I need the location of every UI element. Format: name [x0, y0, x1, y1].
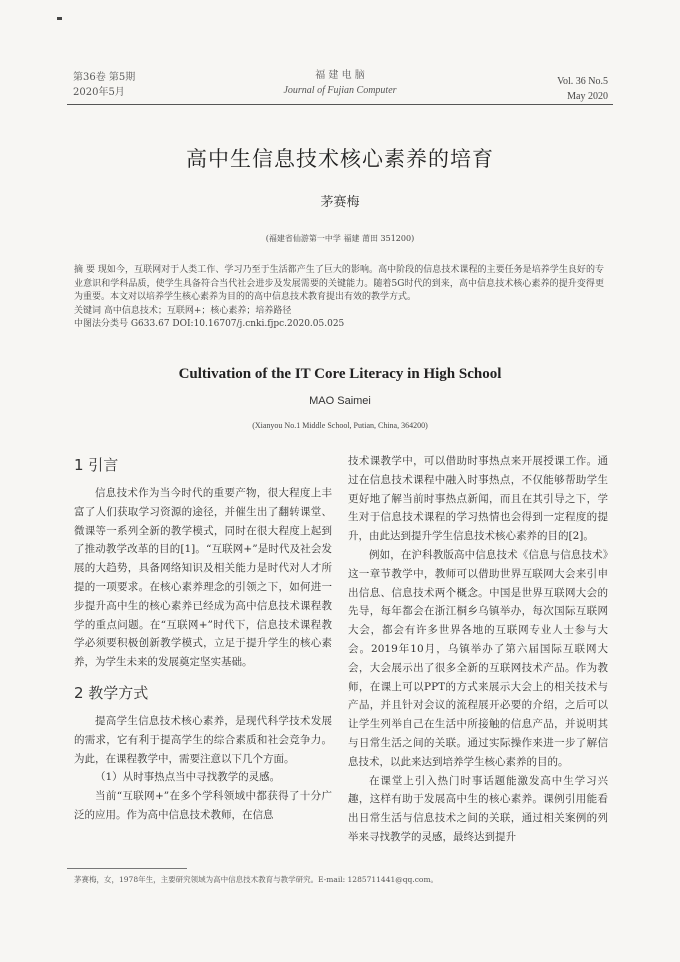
journal-name-en: Journal of Fujian Computer: [283, 85, 397, 96]
right-column: [348, 452, 608, 847]
author-affiliation: (福建省仙游第一中学 福建 莆田 351200): [265, 234, 415, 243]
volume-issue: 第36卷 第5期: [73, 72, 136, 83]
paragraph: 信息技术作为当今时代的重要产物，很大程度上丰富了人们获取学习资源的途径，并催生出了翻转课堂、微课等一系列全新的教学模式，同时在很大程度上起到了推动教学改革的目的[1]。“互联网+”是时代及社会发展的大趋势，具备网络知识及相关能力是时代对人才所提的一项要求。在核心素养理念的引领之下，如何进一步提升高中生的核心素养已经成为高中信息技术课程教学的重点问题。在“互联网+”时代下，信息技术课程教学必须要积极创新教学模式，立足于提升学生的核心素养，为学生未来的发展奠定坚实基础。: [74, 487, 332, 669]
english-affiliation: (Xianyou No.1 Middle School, Putian, China, 364200): [252, 421, 428, 430]
volume-issue-en: Vol. 36 No.5: [557, 76, 608, 87]
journal-issue-en: [557, 74, 608, 104]
paragraph: 例如，在沪科教版高中信息技术《信息与信息技术》这一章节教学中，教师可以借助世界互联网大会来引申出信息、信息技术两个概念。中国是世界互联网大会的先导，每年都会在浙江桐乡乌镇举办，每次国际互联网大会，都会有许多世界各地的互联网专业人士参与大会。2019年10月，乌镇举办了第六届国际互联网大会，大会展示出了很多全新的互联网技术产品。作为教师，在课上可以PPT的方式来展示大会上的相关技术与产品，并且针对会议的流程展开必要的介绍，之后可以让学生列举自己在生活中所接触的信息产品，并说明其与日常生活之间的关联。通过实际操作来进一步了解信息技术，以此来达到培养学生核心素养的目的。: [348, 548, 608, 768]
english-author: MAO Saimei: [309, 395, 371, 407]
header-rule: [67, 104, 613, 105]
section-heading-methods: 2 教学方式: [74, 683, 149, 702]
section-heading-introduction: 1 引言: [74, 456, 119, 474]
paragraph: 当前“互联网+”在多个学科领域中都获得了十分广泛的应用。作为高中信息技术教师，在信息: [74, 790, 332, 821]
author-footnote: 茅赛梅，女，1978年生，主要研究领域为高中信息技术教育与教学研究。E-mail: 1285711441@qq.com。: [74, 875, 439, 884]
footnote-rule: [67, 868, 187, 869]
left-column: [74, 452, 332, 825]
paragraph: （1）从时事热点当中寻找教学的灵感。: [95, 771, 281, 784]
keywords: 关键词 高中信息技术；互联网+；核心素养；培养路径: [74, 305, 292, 316]
author-name: 茅赛梅: [320, 195, 360, 210]
paragraph: 在课堂上引入热门时事话题能激发高中生学习兴趣，这样有助于发展高中生的核心素养。课例引用能看出日常生活与信息技术之间的关联，通过相关案例的列举来寻找教学的灵感，最终达到提升: [348, 774, 608, 843]
paper-title: 高中生信息技术核心素养的培育: [186, 147, 494, 171]
journal-name-cn: 福 建 电 脑: [315, 70, 365, 81]
publication-date-en: May 2020: [567, 91, 608, 102]
publication-date: 2020年5月: [73, 87, 125, 98]
abstract-text: 摘 要 现如今，互联网对于人类工作、学习乃至于生活都产生了巨大的影响。高中阶段的信息技术课程的主要任务是培养学生良好的专业意识和学科品质，使学生具备符合当代社会进步及发展需要的关键能力。随着5G时代的到来，高中信息技术核心素养的提升变得更为重要。本文对以培养学生核心素养为目的的高中信息技术教育提出有效的教学方式。: [74, 265, 604, 302]
abstract-block: [74, 264, 604, 332]
scan-mark: [57, 17, 62, 20]
classification-doi: 中图法分类号 G633.67 DOI:10.16707/j.cnki.fjpc.2020.05.025: [74, 319, 345, 329]
paragraph: 技术课教学中，可以借助时事热点来开展授课工作。通过在信息技术课程中融入时事热点，不仅能够帮助学生更好地了解当前时事热点新闻，而且在其引导之下，学生对于信息技术课程的学习热情也会得到一定程度的提升，由此达到提升学生信息技术核心素养的目的[2]。: [348, 455, 608, 543]
paragraph: 提高学生信息技术核心素养，是现代科学技术发展的需求，它有利于提高学生的综合素质和社会竞争力。为此，在课程教学中，需要注意以下几个方面。: [74, 714, 332, 765]
english-title: Cultivation of the IT Core Literacy in High School: [178, 366, 502, 382]
